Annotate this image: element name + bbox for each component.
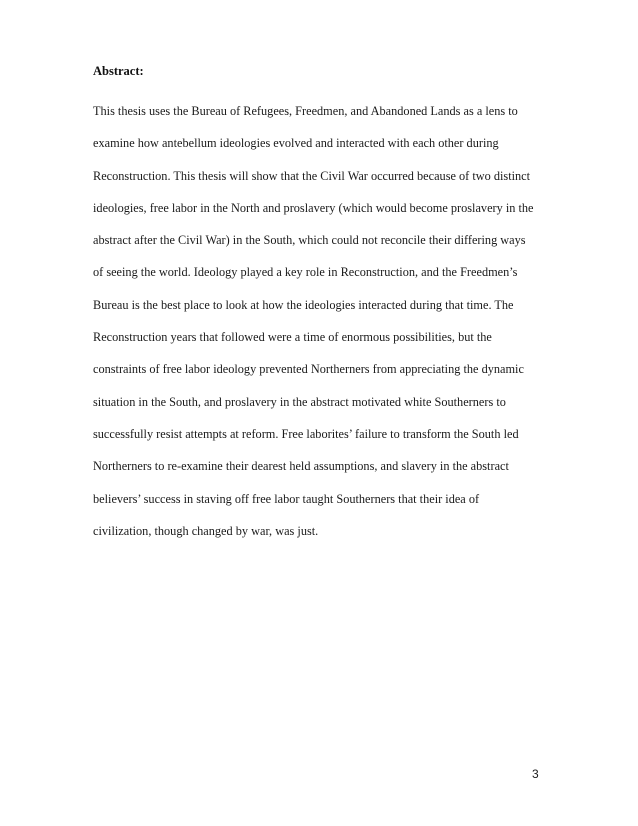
abstract-line: civilization, though changed by war, was just. (93, 523, 319, 538)
abstract-line: successfully resist attempts at reform. Free laborites’ failure to transform the South led (93, 426, 519, 441)
abstract-line: Reconstruction. This thesis will show that the Civil War occurred because of two distinct (93, 168, 531, 183)
abstract-line: believers’ success in staving off free labor taught Southerners that their idea of (93, 491, 480, 506)
abstract-line: ideologies, free labor in the North and proslavery (which would become proslavery in the (93, 200, 534, 215)
abstract-line: abstract after the Civil War) in the South, which could not reconcile their differing ways (93, 233, 526, 248)
page-number: 3 (532, 767, 539, 781)
abstract-line: Northerners to re-examine their dearest held assumptions, and slavery in the abstract (93, 459, 509, 474)
abstract-line: This thesis uses the Bureau of Refugees, Freedmen, and Abandoned Lands as a lens to (93, 104, 518, 118)
abstract-line: Reconstruction years that followed were a time of enormous possibilities, but the (93, 330, 492, 345)
abstract-line: constraints of free labor ideology prevented Northerners from appreciating the dynamic (93, 362, 524, 377)
abstract-line: of seeing the world. Ideology played a key role in Reconstruction, and the Freedmen’s (93, 265, 518, 280)
abstract-line: examine how antebellum ideologies evolved and interacted with each other during (93, 136, 499, 151)
abstract-line: Bureau is the best place to look at how the ideologies interacted during that time. The (93, 297, 514, 312)
abstract-line: situation in the South, and proslavery in the abstract motivated white Southerners to (93, 394, 506, 409)
abstract-heading: Abstract: (93, 64, 144, 78)
abstract-body (93, 95, 553, 547)
